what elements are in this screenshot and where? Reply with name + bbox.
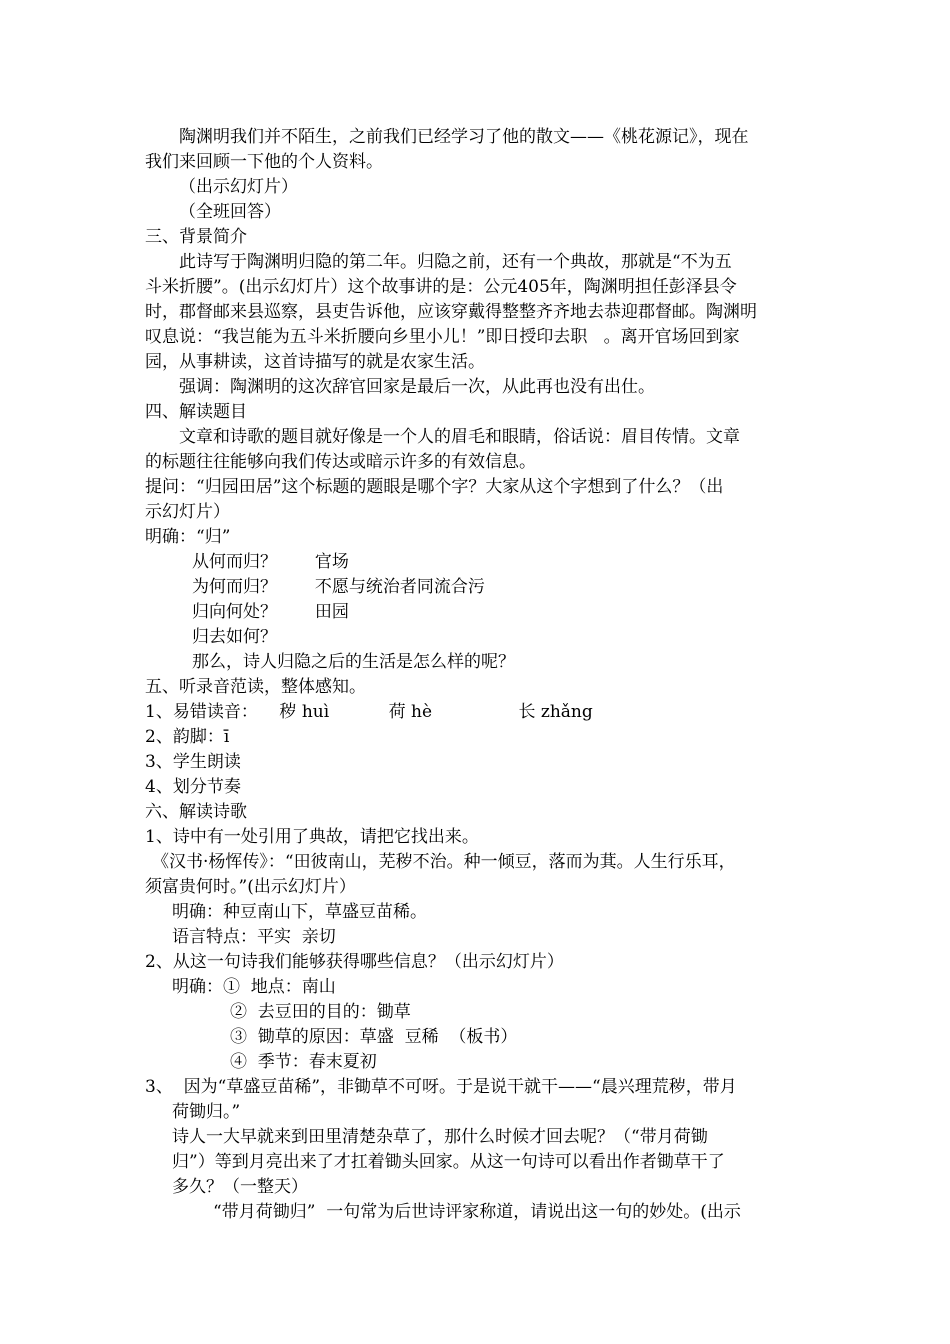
paragraph-line: 文章和诗歌的题目就好像是一个人的眉毛和眼睛，俗话说：眉目传情。文章 — [179, 427, 740, 447]
paragraph-line: 我们来回顾一下他的个人资料。 — [145, 152, 383, 172]
list-item: 3、 因为“草盛豆苗稀”，非锄草不可呀。于是说干就干——“晨兴理荒秽，带月 — [145, 1077, 737, 1097]
paragraph-line: （出示幻灯片） — [179, 177, 298, 197]
paragraph-line: 的标题往往能够向我们传达或暗示许多的有效信息。 — [145, 452, 536, 472]
paragraph-line: 陶渊明我们并不陌生，之前我们已经学习了他的散文——《桃花源记》，现在 — [179, 127, 749, 147]
paragraph-line: 时，郡督邮来县巡察，县吏告诉他，应该穿戴得整整齐齐地去恭迎郡督邮。陶渊明 — [145, 302, 757, 322]
paragraph-line: 此诗写于陶渊明归隐的第二年。归隐之前，还有一个典故，那就是“不为五 — [179, 252, 732, 272]
list-item: 3、学生朗读 — [145, 752, 241, 772]
paragraph-line: 须富贵何时。”(出示幻灯片） — [145, 877, 356, 897]
section-heading: 六、解读诗歌 — [145, 802, 247, 822]
list-item: 2、韵脚：ī — [145, 727, 230, 747]
list-item: ④ 季节：春末夏初 — [230, 1052, 377, 1072]
section-heading: 三、背景简介 — [145, 227, 247, 247]
paragraph-line: 诗人一大早就来到田里清楚杂草了，那什么时候才回去呢？（“带月荷锄 — [172, 1127, 708, 1147]
paragraph-line: 示幻灯片） — [145, 502, 230, 522]
list-item: ② 去豆田的目的：锄草 — [230, 1002, 411, 1022]
paragraph-line: 归”）等到月亮出来了才扛着锄头回家。从这一句诗可以看出作者锄草干了 — [172, 1152, 725, 1172]
quotation-line: 《汉书·杨恽传》：“田彼南山，芜秽不治。种一倾豆，落而为萁。人生行乐耳， — [152, 852, 736, 872]
list-item: 明确：① 地点：南山 — [172, 977, 336, 997]
paragraph-line: 园，从事耕读，这首诗描写的就是农家生活。 — [145, 352, 485, 372]
list-item: 2、从这一句诗我们能够获得哪些信息？（出示幻灯片） — [145, 952, 564, 972]
paragraph-line: 叹息说：“我岂能为五斗米折腰向乡里小儿！”即日授印去职 。离开官场回到家 — [145, 327, 740, 347]
list-item: 归去如何？ — [192, 627, 277, 647]
section-heading: 四、解读题目 — [145, 402, 247, 422]
paragraph-line: 明确：种豆南山下，草盛豆苗稀。 — [172, 902, 427, 922]
list-item: 1、易错读音： 秽 huì 荷 hè 长 zhǎng — [145, 702, 593, 722]
list-item: ③ 锄草的原因：草盛 豆稀 （板书） — [230, 1027, 518, 1047]
list-item: 归向何处？ 田园 — [192, 602, 349, 622]
paragraph-line: 提问：“归园田居”这个标题的题眼是哪个字？大家从这个字想到了什么？（出 — [145, 477, 724, 497]
paragraph-line: 荷锄归。” — [172, 1102, 241, 1122]
list-item: 4、划分节奏 — [145, 777, 241, 797]
paragraph-line: “带月荷锄归” 一句常为后世诗评家称道，请说出这一句的妙处。(出示 — [213, 1202, 741, 1222]
list-item: 为何而归？ 不愿与统治者同流合污 — [192, 577, 485, 597]
paragraph-line: 那么，诗人归隐之后的生活是怎么样的呢？ — [192, 652, 515, 672]
paragraph-line: 语言特点：平实 亲切 — [172, 927, 336, 947]
paragraph-line: 多久？（一整天） — [172, 1177, 308, 1197]
section-heading: 五、听录音范读，整体感知。 — [145, 677, 366, 697]
paragraph-line: 强调：陶渊明的这次辞官回家是最后一次，从此再也没有出仕。 — [179, 377, 655, 397]
list-item: 从何而归？ 官场 — [192, 552, 349, 572]
list-item: 1、诗中有一处引用了典故，请把它找出来。 — [145, 827, 479, 847]
paragraph-line: （全班回答） — [179, 202, 281, 222]
paragraph-line: 明确：“归” — [145, 527, 231, 547]
paragraph-line: 斗米折腰”。(出示幻灯片）这个故事讲的是：公元405年，陶渊明担任彭泽县令 — [145, 277, 737, 297]
